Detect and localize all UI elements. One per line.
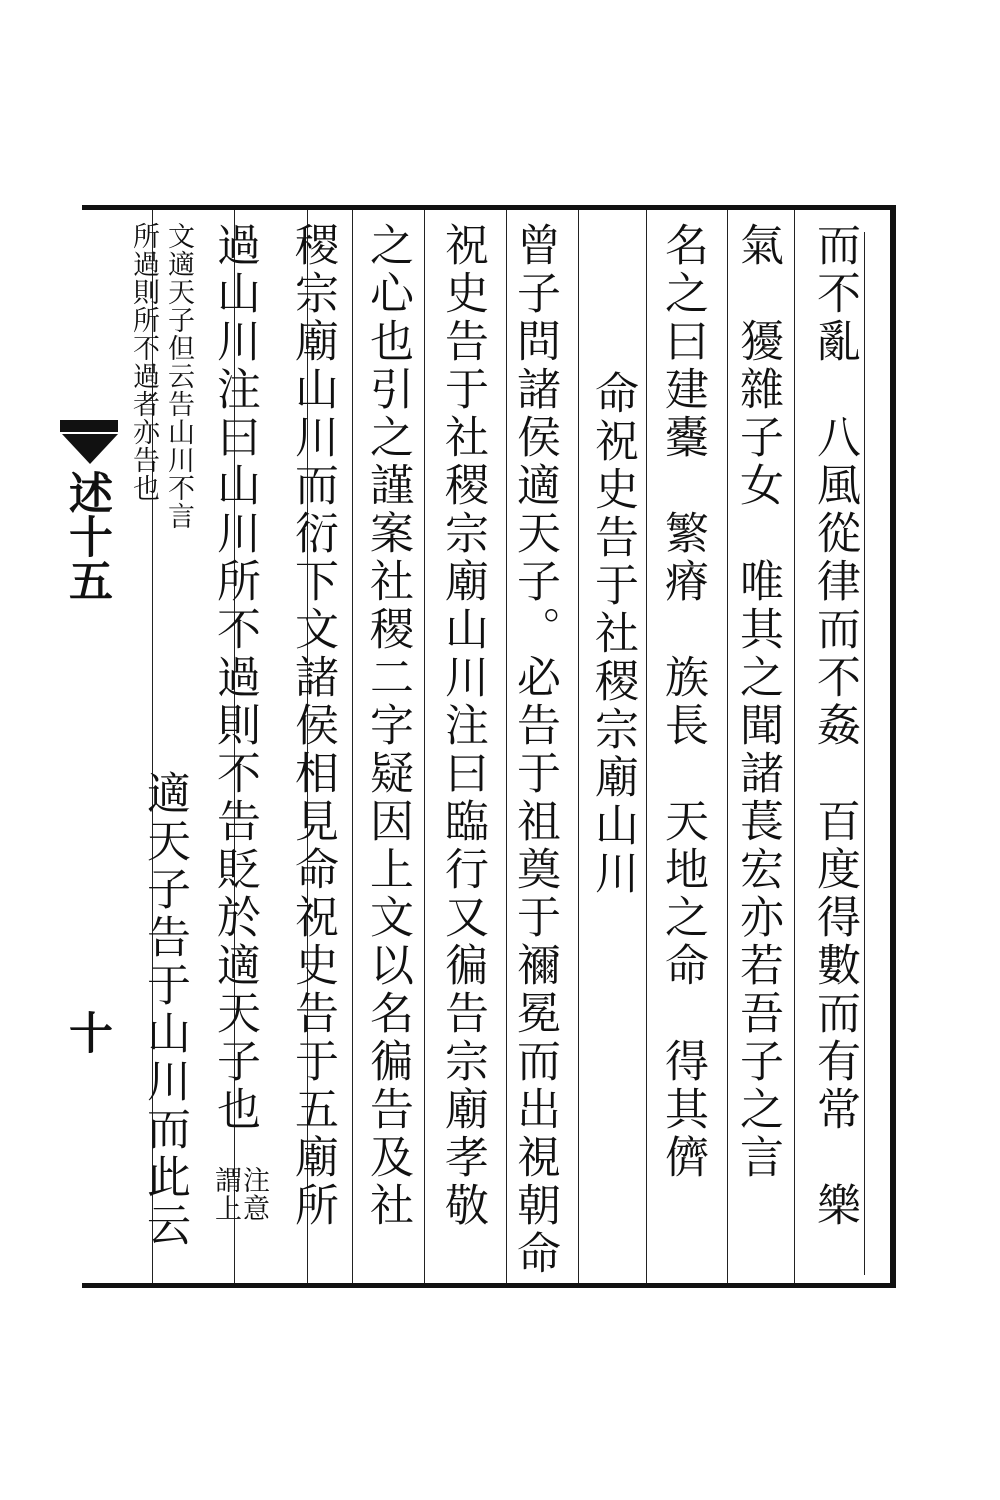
column-rule [864,232,865,1275]
text-column: 氣 獶雜子女 唯其之聞諸萇宏亦若吾子之言 [732,222,783,1182]
text-column: 過山川注曰山川所不過則不告貶於適天子也 [209,222,260,1134]
column-rule [794,210,795,1283]
column-rule [646,210,647,1283]
text-column: 祝史告于社稷宗廟山川注曰臨行又徧告宗廟孝敬 [437,222,488,1230]
interlinear-note: 注意 [238,1166,269,1222]
column-rule [727,210,728,1283]
column-rule [352,210,353,1283]
text-column: 曾子問諸侯適天子。必告于祖奠于禰冕而出視朝命 [509,222,560,1278]
column-rule [506,210,507,1283]
interlinear-note: 所過則所不過者亦告也 [128,222,159,502]
text-column: 之心也引之謹案社稷二字疑因上文以名徧告及社 [362,222,413,1230]
volume-label: 述十五 [61,470,112,602]
text-column: 名之曰建櫜 繁瘠 族長 天地之命 得其儕 [657,222,708,1182]
interlinear-note: 文適天子但云告山川不言 [163,222,194,530]
fish-tail-bar [60,420,118,432]
text-column: 適天子告于山川而此云 [139,770,190,1250]
text-column: 稷宗廟山川而衍下文諸侯相見命祝史告于五廟所 [287,222,338,1230]
fish-tail-mark [62,434,118,464]
text-column-indented: 命祝史告于社稷宗廟山川 [587,370,638,898]
column-rule [424,210,425,1283]
page-number: 十 [61,1010,112,1054]
text-column: 而不亂 八風從律而不姦 百度得數而有常 樂 [809,222,860,1230]
column-rule [578,210,579,1283]
interlinear-note: 謂上 [210,1166,241,1222]
